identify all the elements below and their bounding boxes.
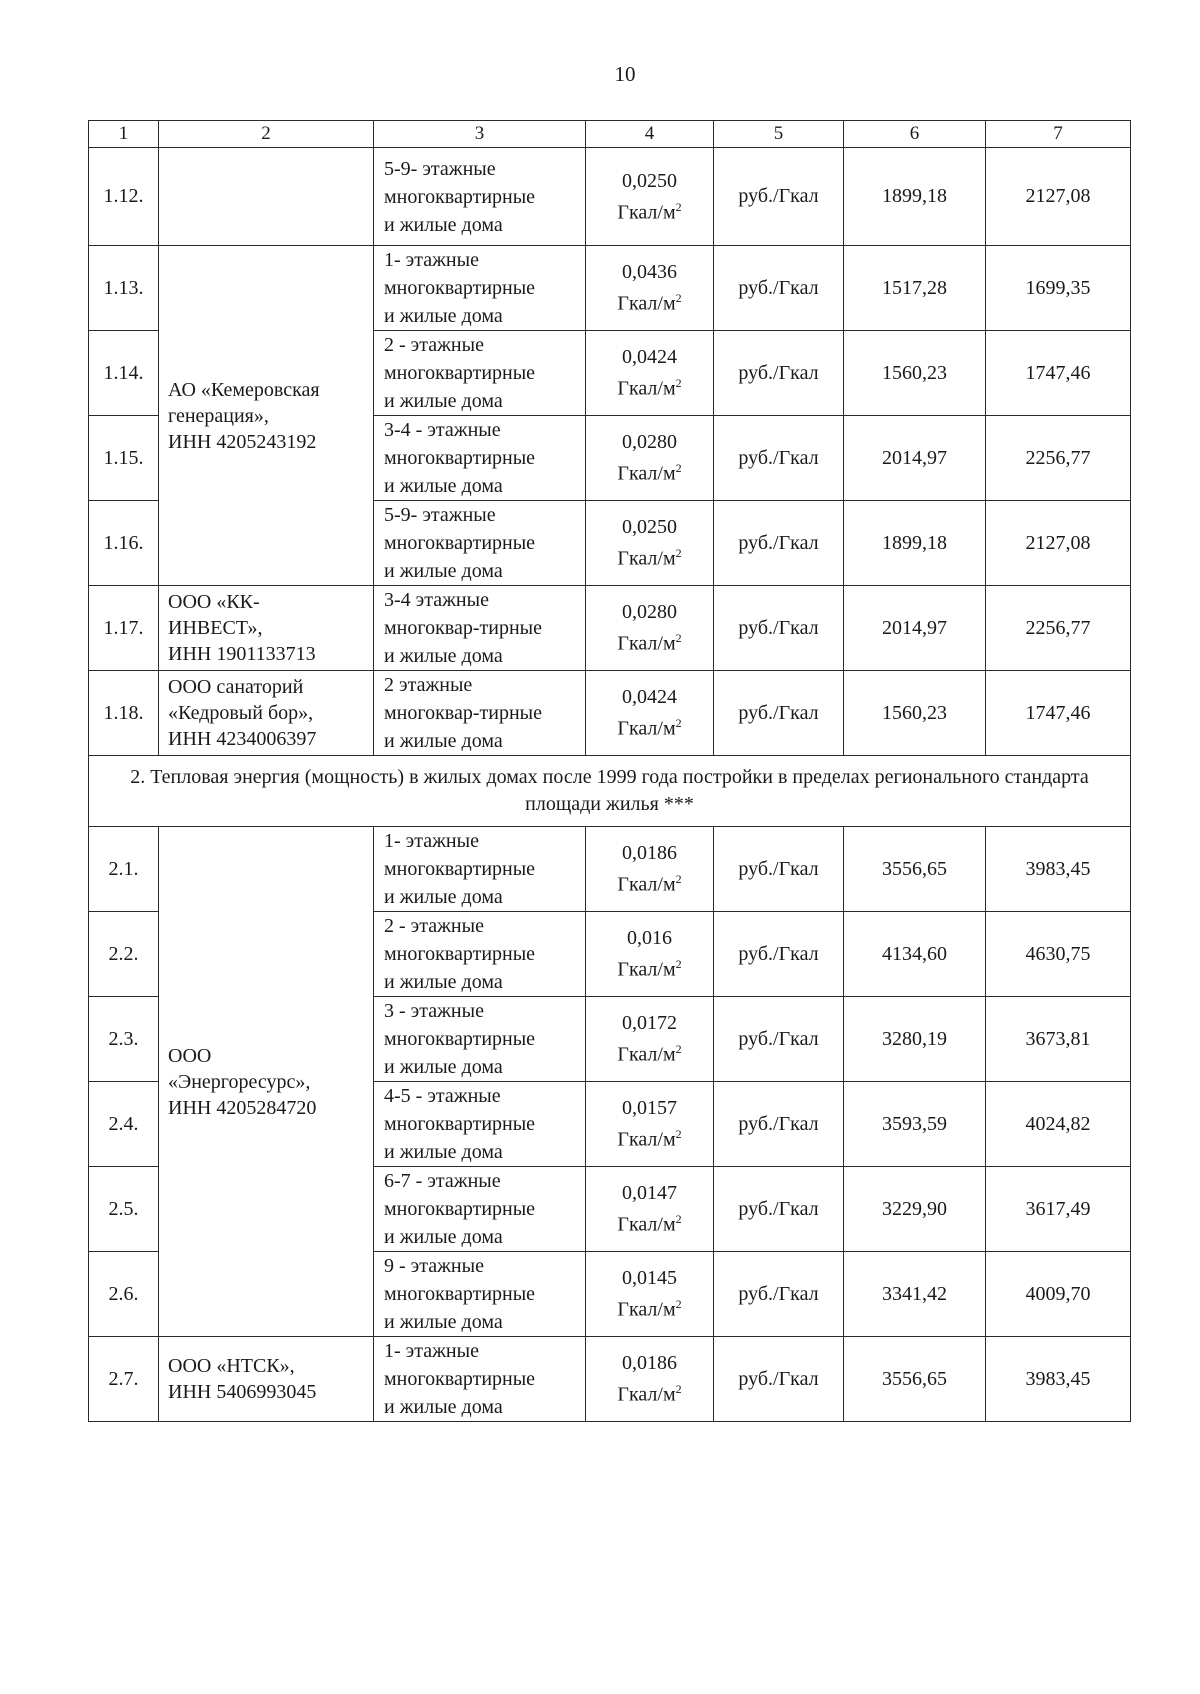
norm-unit-exponent: 2 xyxy=(675,872,682,887)
tariff-value-cell: 1560,23 xyxy=(844,671,986,756)
tariff-value-cell: 3556,65 xyxy=(844,827,986,912)
tariff-vat-cell: 3983,45 xyxy=(986,827,1131,912)
norm-unit-text: Гкал/м xyxy=(617,1298,676,1321)
tariff-vat-cell: 2127,08 xyxy=(986,501,1131,586)
norm-unit-exponent: 2 xyxy=(675,1382,682,1397)
building-type-cell: 9 - этажные многоквартирные и жилые дома xyxy=(374,1252,586,1337)
building-type-cell: 2 этажные многоквар-тирные и жилые дома xyxy=(374,671,586,756)
tariff-vat-cell: 1747,46 xyxy=(986,671,1131,756)
row-number: 2.3. xyxy=(89,997,159,1082)
tariff-value-cell: 3229,90 xyxy=(844,1167,986,1252)
norm-cell xyxy=(586,827,714,912)
building-type-cell: 3 - этажные многоквартирные и жилые дома xyxy=(374,997,586,1082)
organization-cell: ООО «НТСК», ИНН 5406993045 xyxy=(159,1337,374,1422)
building-type-cell: 5-9- этажные многоквартирные и жилые дома xyxy=(374,501,586,586)
organization-cell: ООО «КК- ИНВЕСТ», ИНН 1901133713 xyxy=(159,586,374,671)
norm-value: 0,0145 xyxy=(622,1267,677,1290)
norm-unit-exponent: 2 xyxy=(675,1127,682,1142)
section-row xyxy=(89,756,1131,827)
norm-value: 0,016 xyxy=(627,927,672,950)
norm-value: 0,0424 xyxy=(622,686,677,709)
norm-value: 0,0147 xyxy=(622,1182,677,1205)
norm-unit-exponent: 2 xyxy=(675,1297,682,1312)
norm-cell xyxy=(586,1337,714,1422)
unit-cell: руб./Гкал xyxy=(714,148,844,246)
norm-unit xyxy=(592,540,707,572)
tariff-value-cell: 3341,42 xyxy=(844,1252,986,1337)
unit-cell: руб./Гкал xyxy=(714,331,844,416)
organization-cell: ООО «Энергоресурс», ИНН 4205284720 xyxy=(159,827,374,1337)
building-type-cell: 2 - этажные многоквартирные и жилые дома xyxy=(374,331,586,416)
building-type-cell: 1- этажные многоквартирные и жилые дома xyxy=(374,827,586,912)
tariff-value-cell: 2014,97 xyxy=(844,416,986,501)
unit-cell: руб./Гкал xyxy=(714,671,844,756)
header-cell: 3 xyxy=(374,121,586,148)
tariff-value-cell: 2014,97 xyxy=(844,586,986,671)
tariff-value-cell: 4134,60 xyxy=(844,912,986,997)
norm-cell xyxy=(586,1252,714,1337)
norm-value: 0,0250 xyxy=(622,169,677,192)
tariff-value-cell: 1899,18 xyxy=(844,501,986,586)
tariff-value-cell: 3593,59 xyxy=(844,1082,986,1167)
norm-unit-text: Гкал/м xyxy=(617,462,676,485)
norm-unit-exponent: 2 xyxy=(675,631,682,646)
building-type-cell: 4-5 - этажные многоквартирные и жилые дома xyxy=(374,1082,586,1167)
unit-cell: руб./Гкал xyxy=(714,1252,844,1337)
norm-value: 0,0280 xyxy=(622,601,677,624)
norm-unit-exponent: 2 xyxy=(675,1212,682,1227)
tariff-vat-cell: 4630,75 xyxy=(986,912,1131,997)
tariff-value-cell: 1560,23 xyxy=(844,331,986,416)
row-number: 1.15. xyxy=(89,416,159,501)
norm-unit-exponent: 2 xyxy=(675,957,682,972)
row-number: 2.1. xyxy=(89,827,159,912)
building-type-cell: 2 - этажные многоквартирные и жилые дома xyxy=(374,912,586,997)
tariff-vat-cell: 3617,49 xyxy=(986,1167,1131,1252)
norm-cell xyxy=(586,246,714,331)
norm-unit-exponent: 2 xyxy=(675,376,682,391)
header-row xyxy=(89,121,1131,148)
norm-unit-text: Гкал/м xyxy=(617,632,676,655)
norm-unit xyxy=(592,1291,707,1323)
norm-unit xyxy=(592,455,707,487)
building-type-cell: 3-4 этажные многоквар-тирные и жилые дома xyxy=(374,586,586,671)
tariff-vat-cell: 1747,46 xyxy=(986,331,1131,416)
norm-unit xyxy=(592,285,707,317)
unit-cell: руб./Гкал xyxy=(714,997,844,1082)
organization-cell xyxy=(159,148,374,246)
norm-cell xyxy=(586,586,714,671)
tariff-value-cell: 3280,19 xyxy=(844,997,986,1082)
norm-unit xyxy=(592,194,707,226)
norm-cell xyxy=(586,997,714,1082)
header-cell: 6 xyxy=(844,121,986,148)
page-number: 10 xyxy=(614,62,636,86)
norm-value: 0,0436 xyxy=(622,261,677,284)
norm-cell xyxy=(586,1082,714,1167)
norm-unit-exponent: 2 xyxy=(675,199,682,214)
unit-cell: руб./Гкал xyxy=(714,1082,844,1167)
building-type-cell: 3-4 - этажные многоквартирные и жилые дома xyxy=(374,416,586,501)
table-row xyxy=(89,671,1131,756)
row-number: 1.16. xyxy=(89,501,159,586)
row-number: 2.2. xyxy=(89,912,159,997)
header-cell: 4 xyxy=(586,121,714,148)
tariff-vat-cell: 2256,77 xyxy=(986,416,1131,501)
norm-unit-text: Гкал/м xyxy=(617,1213,676,1236)
unit-cell: руб./Гкал xyxy=(714,912,844,997)
norm-value: 0,0186 xyxy=(622,1352,677,1375)
building-type-cell: 5-9- этажные многоквартирные и жилые дома xyxy=(374,148,586,246)
norm-unit-exponent: 2 xyxy=(675,716,682,731)
building-type-cell: 1- этажные многоквартирные и жилые дома xyxy=(374,1337,586,1422)
norm-unit xyxy=(592,1376,707,1408)
norm-unit xyxy=(592,1036,707,1068)
norm-unit-text: Гкал/м xyxy=(617,547,676,570)
tariff-vat-cell: 1699,35 xyxy=(986,246,1131,331)
organization-cell: ООО санаторий «Кедровый бор», ИНН 4234006397 xyxy=(159,671,374,756)
row-number: 2.6. xyxy=(89,1252,159,1337)
table-row xyxy=(89,586,1131,671)
norm-unit-exponent: 2 xyxy=(675,291,682,306)
row-number: 1.18. xyxy=(89,671,159,756)
norm-unit-text: Гкал/м xyxy=(617,377,676,400)
norm-unit-text: Гкал/м xyxy=(617,1043,676,1066)
unit-cell: руб./Гкал xyxy=(714,246,844,331)
norm-cell xyxy=(586,331,714,416)
unit-cell: руб./Гкал xyxy=(714,501,844,586)
norm-value: 0,0186 xyxy=(622,842,677,865)
norm-cell xyxy=(586,416,714,501)
row-number: 1.14. xyxy=(89,331,159,416)
norm-cell xyxy=(586,912,714,997)
unit-cell: руб./Гкал xyxy=(714,416,844,501)
norm-unit-exponent: 2 xyxy=(675,461,682,476)
norm-unit-text: Гкал/м xyxy=(617,717,676,740)
table-row xyxy=(89,148,1131,246)
norm-unit xyxy=(592,951,707,983)
tariff-vat-cell: 4009,70 xyxy=(986,1252,1131,1337)
norm-unit-text: Гкал/м xyxy=(617,1128,676,1151)
table-row xyxy=(89,1337,1131,1422)
tariff-value-cell: 1517,28 xyxy=(844,246,986,331)
norm-unit-text: Гкал/м xyxy=(617,1383,676,1406)
table-row xyxy=(89,827,1131,912)
row-number: 2.7. xyxy=(89,1337,159,1422)
row-number: 1.12. xyxy=(89,148,159,246)
norm-unit xyxy=(592,1121,707,1153)
row-number: 1.13. xyxy=(89,246,159,331)
tariff-value-cell: 1899,18 xyxy=(844,148,986,246)
norm-unit xyxy=(592,370,707,402)
norm-unit xyxy=(592,866,707,898)
table-row xyxy=(89,246,1131,331)
unit-cell: руб./Гкал xyxy=(714,1337,844,1422)
header-cell: 2 xyxy=(159,121,374,148)
norm-value: 0,0172 xyxy=(622,1012,677,1035)
section-title: 2. Тепловая энергия (мощность) в жилых домах после 1999 года постройки в пределах регионального стандарта площади жилья *** xyxy=(89,756,1131,827)
norm-unit-exponent: 2 xyxy=(675,546,682,561)
row-number: 2.5. xyxy=(89,1167,159,1252)
tariff-vat-cell: 3983,45 xyxy=(986,1337,1131,1422)
tariff-vat-cell: 3673,81 xyxy=(986,997,1131,1082)
norm-unit-text: Гкал/м xyxy=(617,958,676,981)
unit-cell: руб./Гкал xyxy=(714,827,844,912)
norm-cell xyxy=(586,671,714,756)
organization-cell: АО «Кемеровская генерация», ИНН 4205243192 xyxy=(159,246,374,586)
norm-unit xyxy=(592,710,707,742)
unit-cell: руб./Гкал xyxy=(714,586,844,671)
norm-unit-text: Гкал/м xyxy=(617,292,676,315)
tariff-value-cell: 3556,65 xyxy=(844,1337,986,1422)
norm-cell xyxy=(586,1167,714,1252)
norm-unit-exponent: 2 xyxy=(675,1042,682,1057)
unit-cell: руб./Гкал xyxy=(714,1167,844,1252)
norm-value: 0,0250 xyxy=(622,516,677,539)
norm-unit-text: Гкал/м xyxy=(617,201,676,224)
tariff-table xyxy=(88,120,1131,1422)
building-type-cell: 1- этажные многоквартирные и жилые дома xyxy=(374,246,586,331)
row-number: 2.4. xyxy=(89,1082,159,1167)
norm-value: 0,0157 xyxy=(622,1097,677,1120)
norm-cell xyxy=(586,148,714,246)
header-cell: 1 xyxy=(89,121,159,148)
row-number: 1.17. xyxy=(89,586,159,671)
norm-value: 0,0280 xyxy=(622,431,677,454)
header-cell: 5 xyxy=(714,121,844,148)
norm-value: 0,0424 xyxy=(622,346,677,369)
header-cell: 7 xyxy=(986,121,1131,148)
norm-unit-text: Гкал/м xyxy=(617,873,676,896)
tariff-vat-cell: 2256,77 xyxy=(986,586,1131,671)
norm-unit xyxy=(592,625,707,657)
norm-unit xyxy=(592,1206,707,1238)
building-type-cell: 6-7 - этажные многоквартирные и жилые дома xyxy=(374,1167,586,1252)
tariff-vat-cell: 4024,82 xyxy=(986,1082,1131,1167)
tariff-vat-cell: 2127,08 xyxy=(986,148,1131,246)
norm-cell xyxy=(586,501,714,586)
